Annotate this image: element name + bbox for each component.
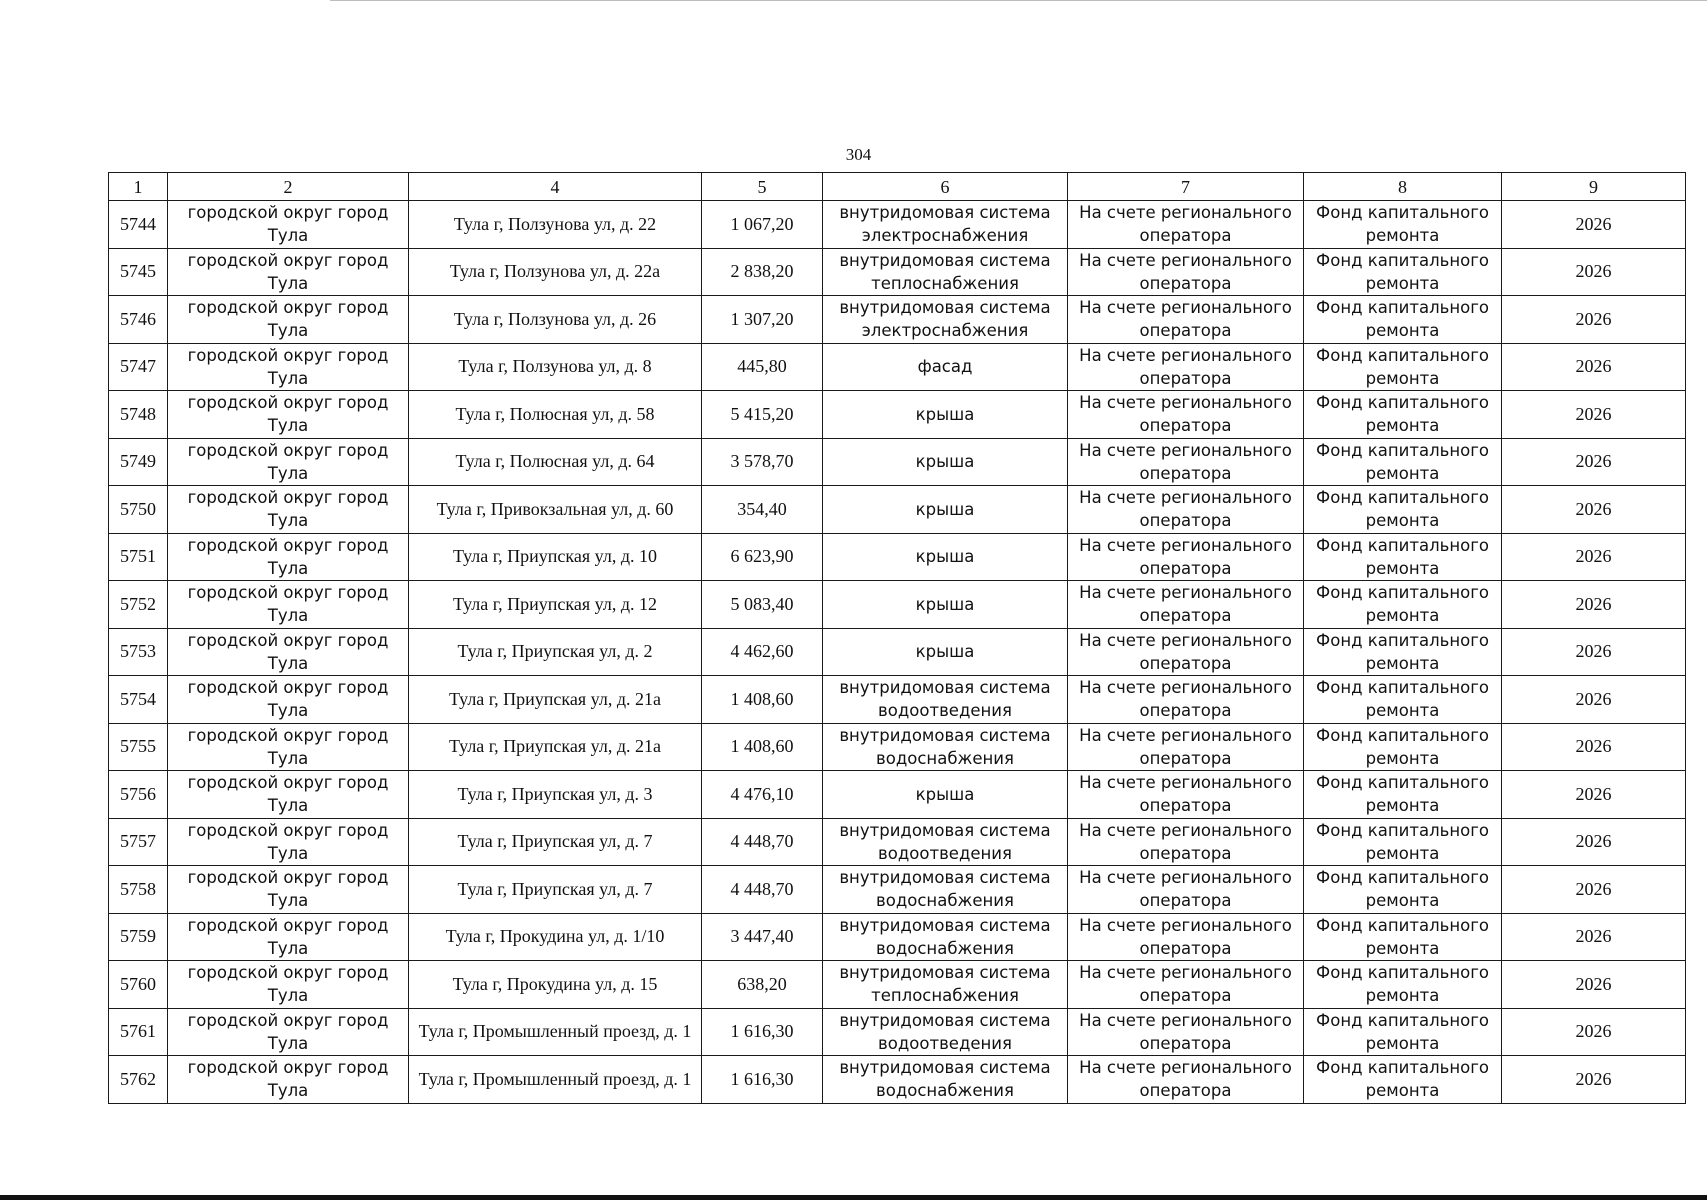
year-cell: 2026 [1502,913,1686,961]
funding-source-cell: Фонд капитального ремонта [1304,1056,1502,1104]
table-row [109,866,1686,914]
year-cell: 2026 [1502,866,1686,914]
year-cell: 2026 [1502,438,1686,486]
fund-account-cell: На счете регионального оператора [1068,1008,1304,1056]
funding-source-cell: Фонд капитального ремонта [1304,676,1502,724]
row-number: 5747 [109,343,168,391]
funding-source-cell: Фонд капитального ремонта [1304,533,1502,581]
table-row [109,201,1686,249]
column-header: 1 [109,173,168,201]
year-cell: 2026 [1502,486,1686,534]
work-type-cell: крыша [823,533,1068,581]
address-cell: Тула г, Полюсная ул, д. 58 [409,391,702,439]
row-number: 5750 [109,486,168,534]
work-type-cell: крыша [823,438,1068,486]
table-row [109,581,1686,629]
address-cell: Тула г, Ползунова ул, д. 8 [409,343,702,391]
row-number: 5748 [109,391,168,439]
table-row [109,913,1686,961]
row-number: 5755 [109,723,168,771]
address-cell: Тула г, Приупская ул, д. 7 [409,818,702,866]
year-cell: 2026 [1502,1008,1686,1056]
funding-source-cell: Фонд капитального ремонта [1304,248,1502,296]
area-cell: 638,20 [702,961,823,1009]
row-number: 5751 [109,533,168,581]
municipality-cell: городской округ город Тула [168,581,409,629]
row-number: 5757 [109,818,168,866]
row-number: 5759 [109,913,168,961]
area-cell: 4 448,70 [702,818,823,866]
funding-source-cell: Фонд капитального ремонта [1304,961,1502,1009]
area-cell: 4 476,10 [702,771,823,819]
fund-account-cell: На счете регионального оператора [1068,1056,1304,1104]
fund-account-cell: На счете регионального оператора [1068,486,1304,534]
work-type-cell: крыша [823,771,1068,819]
column-header: 8 [1304,173,1502,201]
municipality-cell: городской округ город Тула [168,961,409,1009]
top-edge-line [330,0,1707,1]
area-cell: 1 408,60 [702,723,823,771]
area-cell: 1 307,20 [702,296,823,344]
row-number: 5756 [109,771,168,819]
area-cell: 3 578,70 [702,438,823,486]
fund-account-cell: На счете регионального оператора [1068,961,1304,1009]
work-type-cell: внутридомовая система теплоснабжения [823,961,1068,1009]
fund-account-cell: На счете регионального оператора [1068,201,1304,249]
row-number: 5754 [109,676,168,724]
work-type-cell: внутридомовая система электроснабжения [823,201,1068,249]
work-type-cell: крыша [823,391,1068,439]
funding-source-cell: Фонд капитального ремонта [1304,771,1502,819]
table-row [109,1008,1686,1056]
table-row [109,438,1686,486]
table-row [109,391,1686,439]
work-type-cell: внутридомовая система водоснабжения [823,913,1068,961]
work-type-cell: внутридомовая система водоотведения [823,676,1068,724]
row-number: 5753 [109,628,168,676]
work-type-cell: внутридомовая система водоснабжения [823,723,1068,771]
funding-source-cell: Фонд капитального ремонта [1304,486,1502,534]
year-cell: 2026 [1502,818,1686,866]
year-cell: 2026 [1502,391,1686,439]
funding-source-cell: Фонд капитального ремонта [1304,866,1502,914]
column-number-row [109,173,1686,201]
table-row [109,628,1686,676]
area-cell: 1 616,30 [702,1056,823,1104]
municipality-cell: городской округ город Тула [168,343,409,391]
municipality-cell: городской округ город Тула [168,391,409,439]
table-row [109,818,1686,866]
address-cell: Тула г, Приупская ул, д. 3 [409,771,702,819]
row-number: 5761 [109,1008,168,1056]
work-type-cell: внутридомовая система теплоснабжения [823,248,1068,296]
municipality-cell: городской округ город Тула [168,628,409,676]
fund-account-cell: На счете регионального оператора [1068,771,1304,819]
area-cell: 3 447,40 [702,913,823,961]
fund-account-cell: На счете регионального оператора [1068,391,1304,439]
table-row [109,961,1686,1009]
funding-source-cell: Фонд капитального ремонта [1304,723,1502,771]
table-row [109,296,1686,344]
municipality-cell: городской округ город Тула [168,771,409,819]
capital-repair-table [108,172,1686,1104]
work-type-cell: внутридомовая система водоснабжения [823,1056,1068,1104]
year-cell: 2026 [1502,961,1686,1009]
funding-source-cell: Фонд капитального ремонта [1304,391,1502,439]
fund-account-cell: На счете регионального оператора [1068,628,1304,676]
address-cell: Тула г, Приупская ул, д. 21а [409,723,702,771]
municipality-cell: городской округ город Тула [168,486,409,534]
municipality-cell: городской округ город Тула [168,676,409,724]
year-cell: 2026 [1502,581,1686,629]
fund-account-cell: На счете регионального оператора [1068,818,1304,866]
year-cell: 2026 [1502,771,1686,819]
year-cell: 2026 [1502,723,1686,771]
fund-account-cell: На счете регионального оператора [1068,438,1304,486]
row-number: 5760 [109,961,168,1009]
column-header: 9 [1502,173,1686,201]
fund-account-cell: На счете регионального оператора [1068,676,1304,724]
municipality-cell: городской округ город Тула [168,533,409,581]
address-cell: Тула г, Приупская ул, д. 12 [409,581,702,629]
municipality-cell: городской округ город Тула [168,866,409,914]
fund-account-cell: На счете регионального оператора [1068,248,1304,296]
area-cell: 6 623,90 [702,533,823,581]
funding-source-cell: Фонд капитального ремонта [1304,296,1502,344]
address-cell: Тула г, Приупская ул, д. 2 [409,628,702,676]
table-row [109,533,1686,581]
area-cell: 5 415,20 [702,391,823,439]
municipality-cell: городской округ город Тула [168,296,409,344]
address-cell: Тула г, Приупская ул, д. 7 [409,866,702,914]
funding-source-cell: Фонд капитального ремонта [1304,913,1502,961]
municipality-cell: городской округ город Тула [168,818,409,866]
address-cell: Тула г, Ползунова ул, д. 26 [409,296,702,344]
column-header: 7 [1068,173,1304,201]
municipality-cell: городской округ город Тула [168,438,409,486]
address-cell: Тула г, Приупская ул, д. 10 [409,533,702,581]
address-cell: Тула г, Промышленный проезд, д. 1 [409,1056,702,1104]
area-cell: 1 067,20 [702,201,823,249]
year-cell: 2026 [1502,296,1686,344]
column-header: 6 [823,173,1068,201]
work-type-cell: внутридомовая система водоотведения [823,818,1068,866]
row-number: 5744 [109,201,168,249]
municipality-cell: городской округ город Тула [168,1008,409,1056]
work-type-cell: крыша [823,628,1068,676]
address-cell: Тула г, Приупская ул, д. 21а [409,676,702,724]
area-cell: 1 408,60 [702,676,823,724]
municipality-cell: городской округ город Тула [168,723,409,771]
page-number: 304 [845,145,872,164]
year-cell: 2026 [1502,533,1686,581]
address-cell: Тула г, Ползунова ул, д. 22 [409,201,702,249]
fund-account-cell: На счете регионального оператора [1068,533,1304,581]
fund-account-cell: На счете регионального оператора [1068,913,1304,961]
table-row [109,1056,1686,1104]
fund-account-cell: На счете регионального оператора [1068,296,1304,344]
column-header: 4 [409,173,702,201]
municipality-cell: городской округ город Тула [168,201,409,249]
funding-source-cell: Фонд капитального ремонта [1304,1008,1502,1056]
column-header: 2 [168,173,409,201]
table-row [109,723,1686,771]
area-cell: 4 462,60 [702,628,823,676]
table-row [109,676,1686,724]
funding-source-cell: Фонд капитального ремонта [1304,818,1502,866]
row-number: 5746 [109,296,168,344]
municipality-cell: городской округ город Тула [168,913,409,961]
table-row [109,343,1686,391]
row-number: 5762 [109,1056,168,1104]
area-cell: 445,80 [702,343,823,391]
address-cell: Тула г, Промышленный проезд, д. 1 [409,1008,702,1056]
fund-account-cell: На счете регионального оператора [1068,343,1304,391]
funding-source-cell: Фонд капитального ремонта [1304,581,1502,629]
work-type-cell: крыша [823,581,1068,629]
year-cell: 2026 [1502,628,1686,676]
row-number: 5758 [109,866,168,914]
address-cell: Тула г, Прокудина ул, д. 15 [409,961,702,1009]
address-cell: Тула г, Ползунова ул, д. 22а [409,248,702,296]
address-cell: Тула г, Привокзальная ул, д. 60 [409,486,702,534]
row-number: 5745 [109,248,168,296]
year-cell: 2026 [1502,676,1686,724]
fund-account-cell: На счете регионального оператора [1068,866,1304,914]
work-type-cell: фасад [823,343,1068,391]
year-cell: 2026 [1502,1056,1686,1104]
funding-source-cell: Фонд капитального ремонта [1304,628,1502,676]
fund-account-cell: На счете регионального оператора [1068,723,1304,771]
address-cell: Тула г, Прокудина ул, д. 1/10 [409,913,702,961]
funding-source-cell: Фонд капитального ремонта [1304,201,1502,249]
funding-source-cell: Фонд капитального ремонта [1304,343,1502,391]
municipality-cell: городской округ город Тула [168,248,409,296]
table-row [109,248,1686,296]
year-cell: 2026 [1502,201,1686,249]
table-row [109,771,1686,819]
area-cell: 1 616,30 [702,1008,823,1056]
year-cell: 2026 [1502,343,1686,391]
fund-account-cell: На счете регионального оператора [1068,581,1304,629]
address-cell: Тула г, Полюсная ул, д. 64 [409,438,702,486]
municipality-cell: городской округ город Тула [168,1056,409,1104]
funding-source-cell: Фонд капитального ремонта [1304,438,1502,486]
area-cell: 4 448,70 [702,866,823,914]
work-type-cell: крыша [823,486,1068,534]
area-cell: 5 083,40 [702,581,823,629]
bottom-edge-line [0,1195,1707,1200]
table-row [109,486,1686,534]
work-type-cell: внутридомовая система водоснабжения [823,866,1068,914]
area-cell: 2 838,20 [702,248,823,296]
table-body [109,201,1686,1104]
year-cell: 2026 [1502,248,1686,296]
row-number: 5752 [109,581,168,629]
work-type-cell: внутридомовая система водоотведения [823,1008,1068,1056]
row-number: 5749 [109,438,168,486]
work-type-cell: внутридомовая система электроснабжения [823,296,1068,344]
column-header: 5 [702,173,823,201]
area-cell: 354,40 [702,486,823,534]
